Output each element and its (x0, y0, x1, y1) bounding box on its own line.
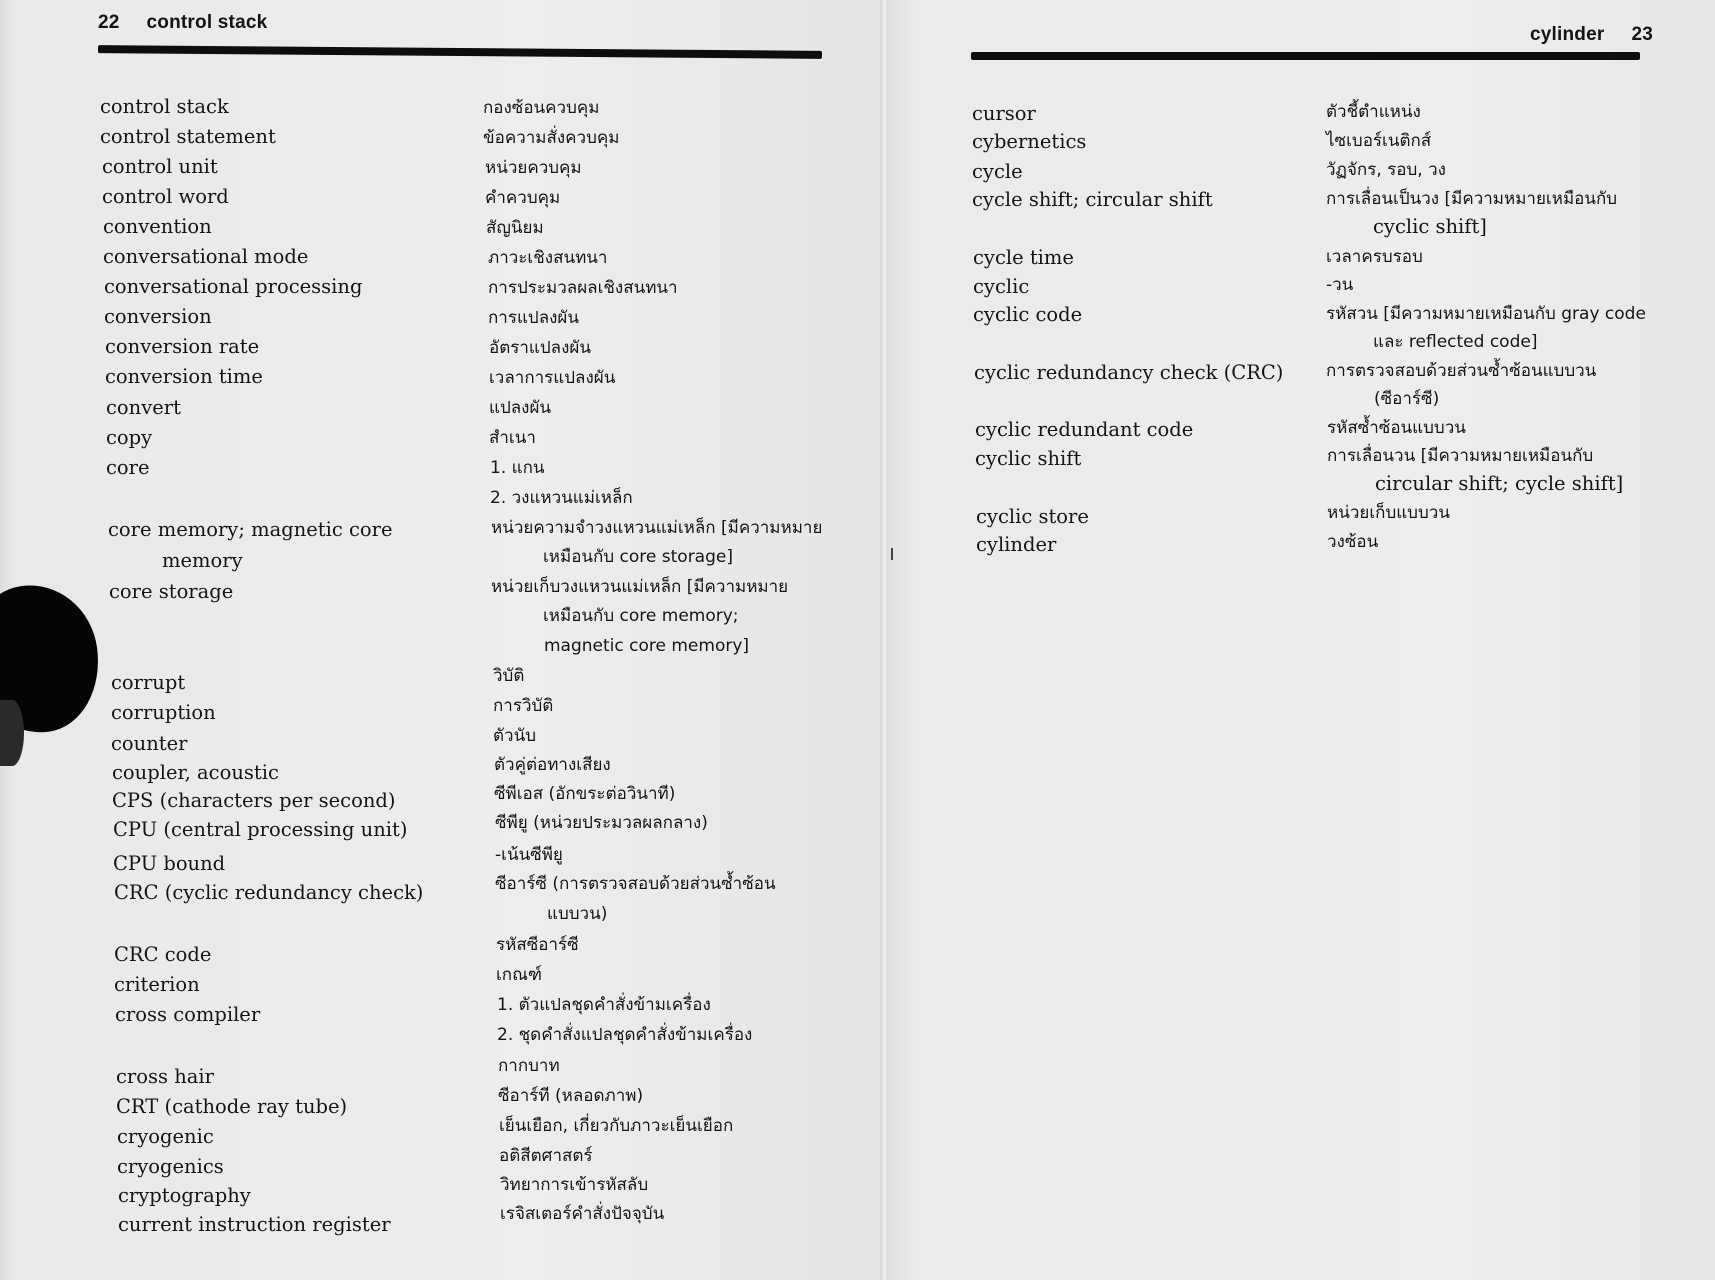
entry-term: cyclic (973, 275, 1030, 298)
entry-term: control word (102, 185, 229, 208)
entry-definition: หน่วยเก็บวงแหวนแม่เหล็ก [มีความหมาย (491, 577, 789, 597)
entry-term-continuation: memory (162, 549, 243, 572)
entry-definition-continuation: เหมือนกับ core memory; (543, 606, 739, 626)
entry-term: convention (103, 215, 212, 238)
entry-term: cybernetics (972, 130, 1087, 153)
entry-definition-continuation: เหมือนกับ core storage] (543, 547, 733, 567)
entry-definition: เวลาครบรอบ (1326, 247, 1423, 267)
entry-term: cyclic redundant code (975, 418, 1194, 441)
entry-definition: รหัสซีอาร์ซี (496, 935, 579, 955)
entry-term: cryptography (118, 1184, 251, 1207)
entry-term: cross hair (116, 1065, 214, 1088)
entry-term: conversion rate (105, 335, 260, 358)
entry-definition: สัญนิยม (486, 218, 544, 238)
entry-term: cryogenics (117, 1155, 224, 1178)
right-page-number: 23 (1631, 24, 1653, 45)
entry-definition: -วน (1326, 275, 1354, 295)
entry-definition: 2. ชุดคำสั่งแปลชุดคำสั่งข้ามเครื่อง (497, 1025, 753, 1045)
entry-term: current instruction register (118, 1213, 391, 1236)
entry-definition: อัตราแปลงผัน (489, 338, 591, 358)
entry-term: core (106, 456, 150, 479)
left-page-number: 22 (98, 12, 120, 33)
entry-definition: หน่วยความจำวงแหวนแม่เหล็ก [มีความหมาย (491, 518, 823, 538)
entry-term: cryogenic (117, 1125, 214, 1148)
entry-definition: วิทยาการเข้ารหัสลับ (500, 1175, 649, 1195)
entry-definition: รหัสซ้ำซ้อนแบบวน (1327, 418, 1466, 438)
binding-hole-shadow (0, 700, 24, 766)
entry-definition: ซีอาร์ที (หลอดภาพ) (498, 1086, 644, 1106)
right-header-rule (971, 52, 1640, 60)
entry-definition-continuation: แบบวน) (547, 904, 608, 924)
entry-term: cross compiler (115, 1003, 261, 1026)
right-running-head: cylinder (1530, 24, 1605, 45)
entry-definition: กองซ้อนควบคุม (483, 98, 600, 118)
left-header-rule (98, 45, 822, 59)
entry-definition: ตัวนับ (493, 726, 536, 746)
entry-definition: เวลาการแปลงผัน (489, 368, 616, 388)
left-page-header (98, 12, 267, 34)
entry-definition: คำควบคุม (485, 188, 561, 208)
entry-definition-continuation: และ reflected code] (1373, 332, 1538, 352)
entry-definition: ซีพียู (หน่วยประมวลผลกลาง) (495, 813, 708, 833)
entry-term: control stack (100, 95, 229, 118)
entry-term: CRC (cyclic redundancy check) (114, 881, 424, 904)
entry-term: cycle (972, 160, 1023, 183)
entry-definition: การวิบัติ (493, 696, 554, 716)
entry-definition: การตรวจสอบด้วยส่วนซ้ำซ้อนแบบวน (1326, 361, 1597, 381)
entry-definition: วิบัติ (493, 666, 525, 686)
entry-term: corrupt (111, 671, 186, 694)
entry-definition-continuation: (ซีอาร์ซี) (1374, 389, 1440, 409)
entry-term: CPS (characters per second) (112, 789, 396, 812)
entry-definition: การแปลงผัน (488, 308, 580, 328)
entry-term: cycle time (973, 246, 1074, 269)
entry-definition: ซีพีเอส (อักขระต่อวินาที) (494, 784, 676, 804)
entry-definition: ข้อความสั่งควบคุม (483, 128, 620, 148)
entry-definition-continuation: magnetic core memory] (544, 636, 750, 656)
entry-definition: ตัวคู่ต่อทางเสียง (494, 755, 611, 775)
entry-term: cyclic code (973, 303, 1083, 326)
entry-definition: ตัวชี้ตำแหน่ง (1326, 102, 1421, 122)
entry-definition: กากบาท (498, 1056, 560, 1076)
entry-definition: ไซเบอร์เนติกส์ (1326, 131, 1432, 151)
entry-definition: อติสีตศาสตร์ (499, 1146, 593, 1166)
entry-definition: เกณฑ์ (496, 965, 542, 985)
page-edge-mark (891, 548, 893, 560)
entry-definition: แปลงผัน (489, 398, 552, 418)
entry-term: CRC code (114, 943, 212, 966)
entry-term: conversational processing (104, 275, 363, 298)
entry-term: cycle shift; circular shift (972, 188, 1213, 211)
entry-term: counter (111, 732, 188, 755)
right-page (886, 0, 1715, 1280)
entry-definition: หน่วยควบคุม (485, 158, 582, 178)
entry-definition: 1. ตัวแปลชุดคำสั่งข้ามเครื่อง (497, 995, 711, 1015)
entry-term: control unit (102, 155, 218, 178)
entry-definition: วัฏจักร, รอบ, วง (1326, 160, 1446, 180)
entry-definition: รหัสวน [มีความหมายเหมือนกับ gray code (1326, 304, 1646, 324)
right-page-header (1530, 24, 1653, 46)
entry-term: conversion time (105, 365, 263, 388)
entry-term: corruption (111, 701, 216, 724)
entry-term: cursor (972, 102, 1036, 125)
entry-term: CPU (central processing unit) (113, 818, 408, 841)
entry-term: conversion (104, 305, 212, 328)
entry-term: cyclic store (976, 505, 1089, 528)
entry-term: CRT (cathode ray tube) (116, 1095, 348, 1118)
entry-definition: การเลื่อนเป็นวง [มีความหมายเหมือนกับ (1326, 189, 1618, 209)
entry-definition: เรจิสเตอร์คำสั่งปัจจุบัน (500, 1204, 665, 1224)
entry-term: core memory; magnetic core (108, 518, 393, 541)
entry-definition: -เน้นซีพียู (495, 845, 563, 865)
entry-definition-continuation: circular shift; cycle shift] (1375, 472, 1624, 495)
entry-definition: สำเนา (489, 428, 536, 448)
entry-term: criterion (114, 973, 200, 996)
entry-term: core storage (109, 580, 234, 603)
entry-term: cyclic redundancy check (CRC) (974, 361, 1284, 384)
entry-definition-continuation: cyclic shift] (1373, 215, 1487, 238)
entry-term: convert (106, 396, 181, 419)
entry-term: copy (106, 426, 153, 449)
entry-term: conversational mode (103, 245, 309, 268)
entry-definition: เย็นเยือก, เกี่ยวกับภาวะเย็นเยือก (499, 1116, 734, 1136)
entry-term: coupler, acoustic (112, 761, 279, 784)
entry-term: cyclic shift (975, 447, 1082, 470)
entry-definition: หน่วยเก็บแบบวน (1327, 503, 1450, 523)
entry-definition: ภาวะเชิงสนทนา (488, 248, 608, 268)
entry-definition: ซีอาร์ซี (การตรวจสอบด้วยส่วนซ้ำซ้อน (495, 874, 776, 894)
entry-definition: 2. วงแหวนแม่เหล็ก (490, 488, 633, 508)
entry-term: control statement (100, 125, 276, 148)
entry-definition: 1. แกน (490, 458, 545, 478)
entry-definition: วงซ้อน (1327, 532, 1379, 552)
entry-definition: การประมวลผลเชิงสนทนา (488, 278, 678, 298)
entry-term: CPU bound (113, 852, 226, 875)
left-running-head: control stack (146, 12, 268, 33)
entry-term: cylinder (976, 533, 1057, 556)
entry-definition: การเลื่อนวน [มีความหมายเหมือนกับ (1327, 446, 1594, 466)
